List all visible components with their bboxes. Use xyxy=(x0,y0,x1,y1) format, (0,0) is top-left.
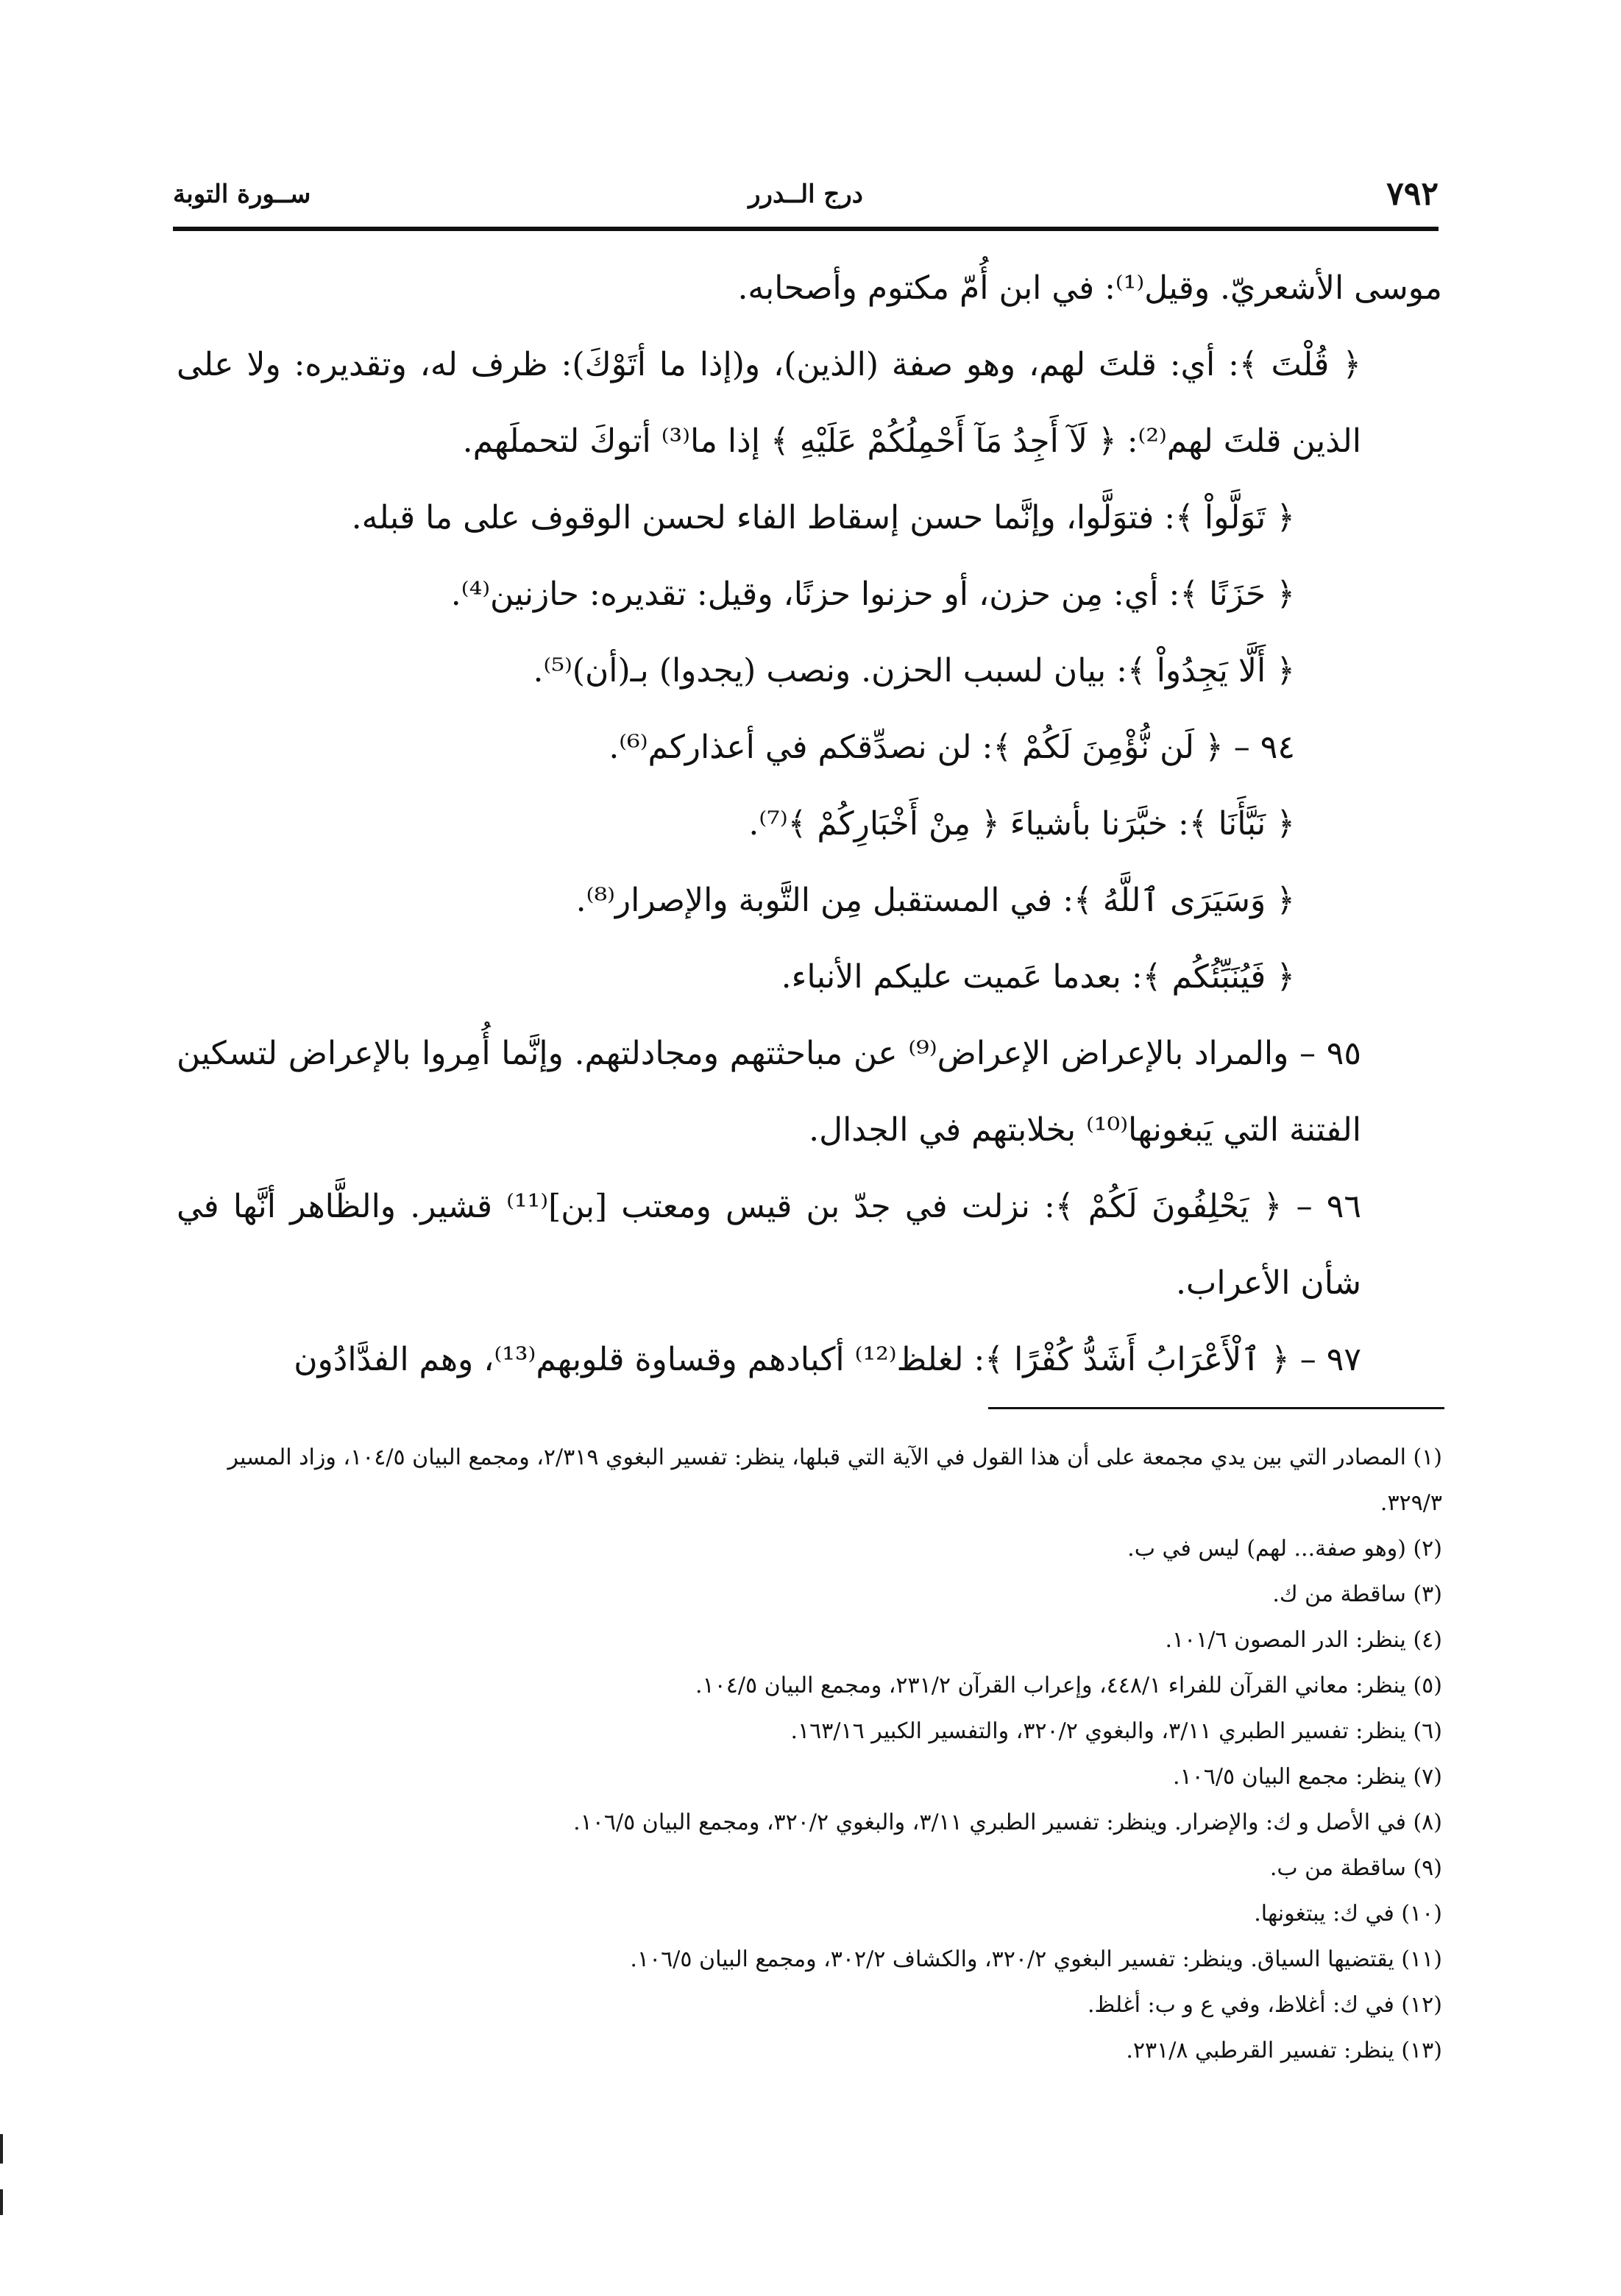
paragraph: ﴿ حَزَنًا ﴾: أي: مِن حزن، أو حزنوا حزنًا، وقيل: تقديره: حازنين⁽⁴⁾. xyxy=(450,575,1295,613)
paragraph: موسى الأشعريّ. وقيل⁽¹⁾: في ابن أُمّ مكتوم وأصحابه. xyxy=(737,269,1442,307)
footnote: (١٠) في ك: يبتغونها. xyxy=(1254,1901,1442,1927)
paragraph: ٩٤ – ﴿ لَن نُّؤْمِنَ لَكُمْ ﴾: لن نصدِّقكم في أعذاركم⁽⁶⁾. xyxy=(609,729,1295,766)
paragraph: ٩٧ – ﴿ ٱلْأَعْرَابُ أَشَدُّ كُفْرًا ﴾: لغلظ⁽¹²⁾ أكبادهم وقساوة قلوبهم⁽¹³⁾، وهم الفدَّادُون xyxy=(294,1341,1361,1378)
footnote: (٣) ساقطة من ك. xyxy=(1272,1581,1442,1607)
footnote: (٦) ينظر: تفسير الطبري ٣/١١، والبغوي ٣٢٠/٢، والتفسير الكبير ١٦٣/١٦. xyxy=(790,1718,1442,1744)
footnote: (١) المصادر التي بين يدي مجمعة على أن هذا القول في الآية التي قبلها، ينظر: تفسير البغوي ٢/٣١٩، ومجمع البيان ١٠٤/٥، وزاد المسير ٣٢٩/٣. xyxy=(227,1445,1442,1516)
paragraph: ٩٦ – ﴿ يَحْلِفُونَ لَكُمْ ﴾: نزلت في جدّ بن قيس ومعتب [بن]⁽¹¹⁾ قشير. والظَّاهر أنَّها في شأن الأعراب. xyxy=(177,1188,1361,1302)
paragraph: ٩٥ – والمراد بالإعراض الإعراض⁽⁹⁾ عن مباحثتهم ومجادلتهم. وإنَّما أُمِروا بالإعراض لتسكين الفتنة التي يَبغونها⁽¹⁰⁾ بخلابتهم في الجدال. xyxy=(177,1035,1361,1149)
paragraph: ﴿ وَسَيَرَى ٱللَّهُ ﴾: في المستقبل مِن التَّوبة والإصرار⁽⁸⁾. xyxy=(575,882,1295,919)
paragraph: ﴿ تَوَلَّواْ ﴾: فتوَلَّوا، وإنَّما حسن إسقاط الفاء لحسن الوقوف على ما قبله. xyxy=(351,499,1295,536)
running-header xyxy=(173,175,1439,231)
footnote: (١١) يقتضيها السياق. وينظر: تفسير البغوي ٣٢٠/٢، والكشاف ٣٠٢/٢، ومجمع البيان ١٠٦/٥. xyxy=(630,1946,1442,1972)
footnote: (١٢) في ك: أغلاظ، وفي ع و ب: أغلظ. xyxy=(1087,1992,1442,2018)
paragraph: ﴿ قُلْتَ ﴾: أي: قلتَ لهم، وهو صفة (الذين)، و(إذا ما أتَوْكَ): ظرف له، وتقديره: ولا على الذين قلتَ لهم⁽²⁾: ﴿ لَآ أَجِدُ مَآ أَحْمِلُكُمْ عَلَيْهِ ﴾ إذا ما⁽³⁾ أتوكَ لتحملَهم. xyxy=(177,346,1361,460)
footnote: (٩) ساقطة من ب. xyxy=(1269,1855,1442,1881)
paragraph: ﴿ فَيُنَبِّئُكُم ﴾: بعدما عَميت عليكم الأنباء. xyxy=(781,958,1295,996)
footnotes xyxy=(177,1435,1442,2074)
page-number: ٧٩٢ xyxy=(1386,175,1439,213)
scan-edge-mark xyxy=(0,2134,3,2164)
paragraph: ﴿ نَبَّأَنَا ﴾: خبَّرَنا بأشياءَ ﴿ مِنْ أَخْبَارِكُمْ ﴾⁽⁷⁾. xyxy=(748,805,1295,843)
footnote-separator xyxy=(988,1407,1444,1409)
footnote: (٨) في الأصل و ك: والإضرار. وينظر: تفسير الطبري ٣/١١، والبغوي ٣٢٠/٢، ومجمع البيان ١٠٦/٥. xyxy=(573,1810,1442,1835)
scan-edge-mark xyxy=(0,2189,3,2215)
footnote: (٧) ينظر: مجمع البيان ١٠٦/٥. xyxy=(1173,1764,1442,1790)
surah-title: ســورة التوبة xyxy=(173,180,311,209)
footnote: (٤) ينظر: الدر المصون ١٠١/٦. xyxy=(1165,1627,1442,1653)
main-text xyxy=(177,250,1442,1398)
book-title: درج الــدرر xyxy=(748,180,863,209)
footnote: (١٣) ينظر: تفسير القرطبي ٢٣١/٨. xyxy=(1126,2038,1442,2063)
footnote: (٥) ينظر: معاني القرآن للفراء ٤٤٨/١، وإعراب القرآن ٢٣١/٢، ومجمع البيان ١٠٤/٥. xyxy=(695,1673,1442,1698)
footnote: (٢) (وهو صفة... لهم) ليس في ب. xyxy=(1127,1536,1442,1562)
paragraph: ﴿ أَلَّا يَجِدُواْ ﴾: بيان لسبب الحزن. ونصب (يجدوا) بـ(أن)⁽⁵⁾. xyxy=(533,652,1295,690)
